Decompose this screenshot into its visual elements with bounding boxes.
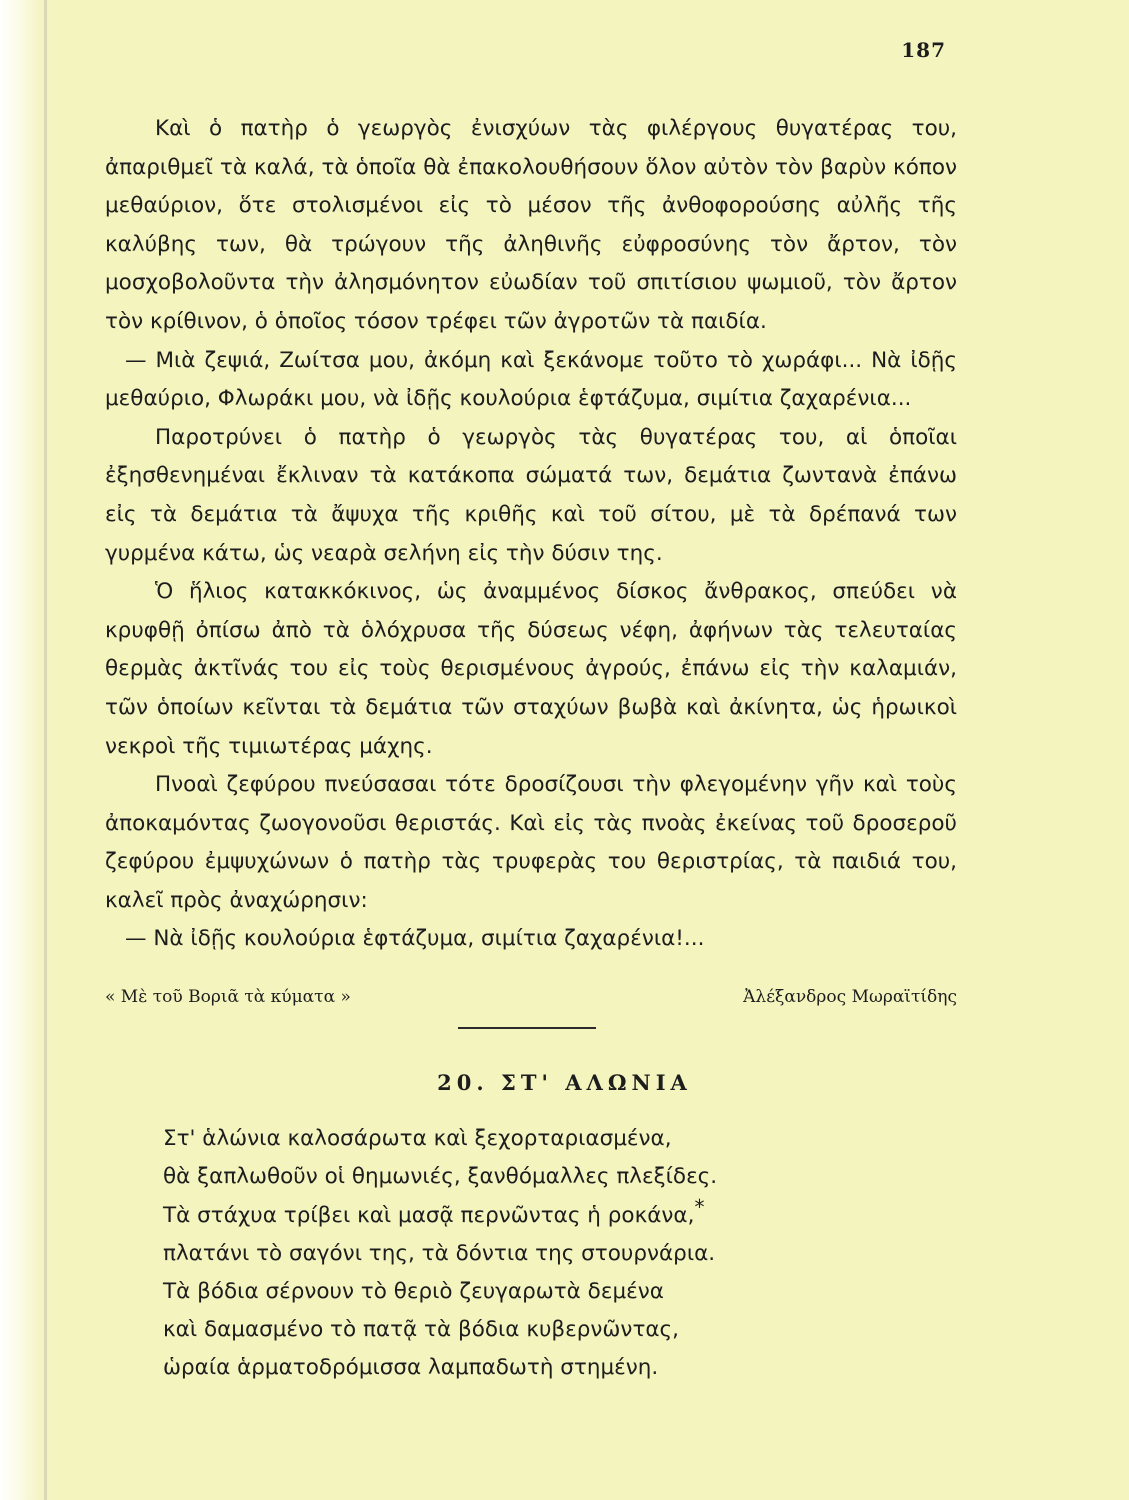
- paragraph: Πνοαὶ ζεφύρου πνεύσασαι τότε δροσίζουσι τὴν φλεγομένην γῆν καὶ τοὺς ἀποκαμόντας ζωογονοῦσι θεριστάς. Καὶ εἰς τὰς πνοὰς ἐκείνας τοῦ δροσεροῦ ζεφύρου ἐμψυχώνων ὁ πατὴρ τὰς τρυφερὰς του θεριστρίας, τὰ παιδιά του, καλεῖ πρὸς ἀναχώρησιν:: [105, 772, 957, 913]
- dialogue-paragraph: — Νὰ ἰδῇς κουλούρια ἑφτάζυμα, σιμίτια ζαχαρένια!...: [125, 926, 705, 952]
- prose-passage: [105, 110, 957, 959]
- poem-line: Στ' ἁλώνια καλοσάρωτα καὶ ξεχορταριασμένα,: [163, 1126, 672, 1151]
- paragraph: Ὁ ἥλιος κατακκόκινος, ὡς ἀναμμένος δίσκος ἄνθρακος, σπεύδει νὰ κρυφθῇ ὀπίσω ἀπὸ τὰ ὁλόχρυσα τῆς δύσεως νέφη, ἀφήνων τὰς τελευταίας θερμὰς ἀκτῖνάς του εἰς τοὺς θερισμένους ἀγρούς, ἐπάνω εἰς τὴν καλαμιάν, τῶν ὁποίων κεῖνται τὰ δεμάτια τῶν σταχύων βωβὰ καὶ ἀκίνητα, ὡς ἡρωικοὶ νεκροὶ τῆς τιμιωτέρας μάχης.: [105, 579, 957, 759]
- poem-line: ὡραία ἁρματοδρόμισσα λαμπαδωτὴ στημένη.: [163, 1355, 659, 1380]
- paragraph: Παροτρύνει ὁ πατὴρ ὁ γεωργὸς τὰς θυγατέρας του, αἱ ὁποῖαι ἐξησθενημέναι ἔκλιναν τὰ κατάκοπα σώματά των, δεμάτια ζωντανὰ ἐπάνω εἰς τὰ δεμάτια τὰ ἄψυχα τῆς κριθῆς καὶ τοῦ σίτου, μὲ τὰ δρέπανά των γυρμένα κάτω, ὡς νεαρὰ σελήνη εἰς τὴν δύσιν της.: [105, 424, 957, 566]
- section-divider: [458, 1027, 596, 1029]
- dialogue-paragraph: — Μιὰ ζεψιά, Ζωίτσα μου, ἀκόμη καὶ ξεκάνομε τοῦτο τὸ χωράφι... Νὰ ἰδῇς μεθαύριο, Φλωράκι μου, νὰ ἰδῇς κουλούρια ἑφτάζυμα, σιμίτια ζαχαρένια...: [105, 347, 957, 412]
- poem-title: 20. ΣΤ' ΑΛΩΝΙΑ: [437, 1070, 692, 1095]
- page-number: 187: [901, 38, 946, 62]
- citation-author: Ἀλέξανδρος Μωραϊτίδης: [743, 987, 957, 1007]
- poem-line: [163, 1196, 717, 1235]
- poem-line-text: Τὰ στάχυα τρίβει καὶ μασᾷ περνῶντας ἡ ροκάνα,: [163, 1203, 695, 1228]
- poem-line: Τὰ βόδια σέρνουν τὸ θεριὸ ζευγαρωτὰ δεμένα: [163, 1279, 664, 1304]
- poem-line: θὰ ξαπλωθοῦν οἱ θημωνιές, ξανθόμαλλες πλεξίδες.: [163, 1164, 718, 1189]
- poem-line: καὶ δαμασμένο τὸ πατᾷ τὰ βόδια κυβερνῶντας,: [163, 1317, 680, 1342]
- citation-source: « Μὲ τοῦ Βοριᾶ τὰ κύματα »: [105, 987, 351, 1007]
- footnote-marker: *: [694, 1195, 705, 1219]
- poem: [163, 1120, 717, 1387]
- paragraph: Καὶ ὁ πατὴρ ὁ γεωργὸς ἐνισχύων τὰς φιλέργους θυγατέρας του, ἀπαριθμεῖ τὰ καλά, τὰ ὁποῖα θὰ ἐπακολουθήσουν ὅλον αὐτὸν τὸν βαρὺν κόπον μεθαύριον, ὅτε στολισμένοι εἰς τὸ μέσον τῆς ἀνθοφορούσης αὐλῆς τῆς καλύβης των, θὰ τρώγουν τῆς ἀληθινῆς εὐφροσύνης τὸν ἄρτον, τὸν μοσχοβολοῦντα τὴν ἀλησμόνητον εὐωδίαν τοῦ σπιτίσιου ψωμιοῦ, τὸν ἄρτον τὸν κρίθινον, ὁ ὁποῖος τόσον τρέφει τῶν ἀγροτῶν τὰ παιδία.: [105, 116, 957, 334]
- page-edge: [0, 0, 58, 1500]
- citation: [105, 987, 957, 1007]
- poem-line: πλατάνι τὸ σαγόνι της, τὰ δόντια της στουρνάρια.: [163, 1241, 716, 1266]
- binding-line: [44, 0, 47, 1500]
